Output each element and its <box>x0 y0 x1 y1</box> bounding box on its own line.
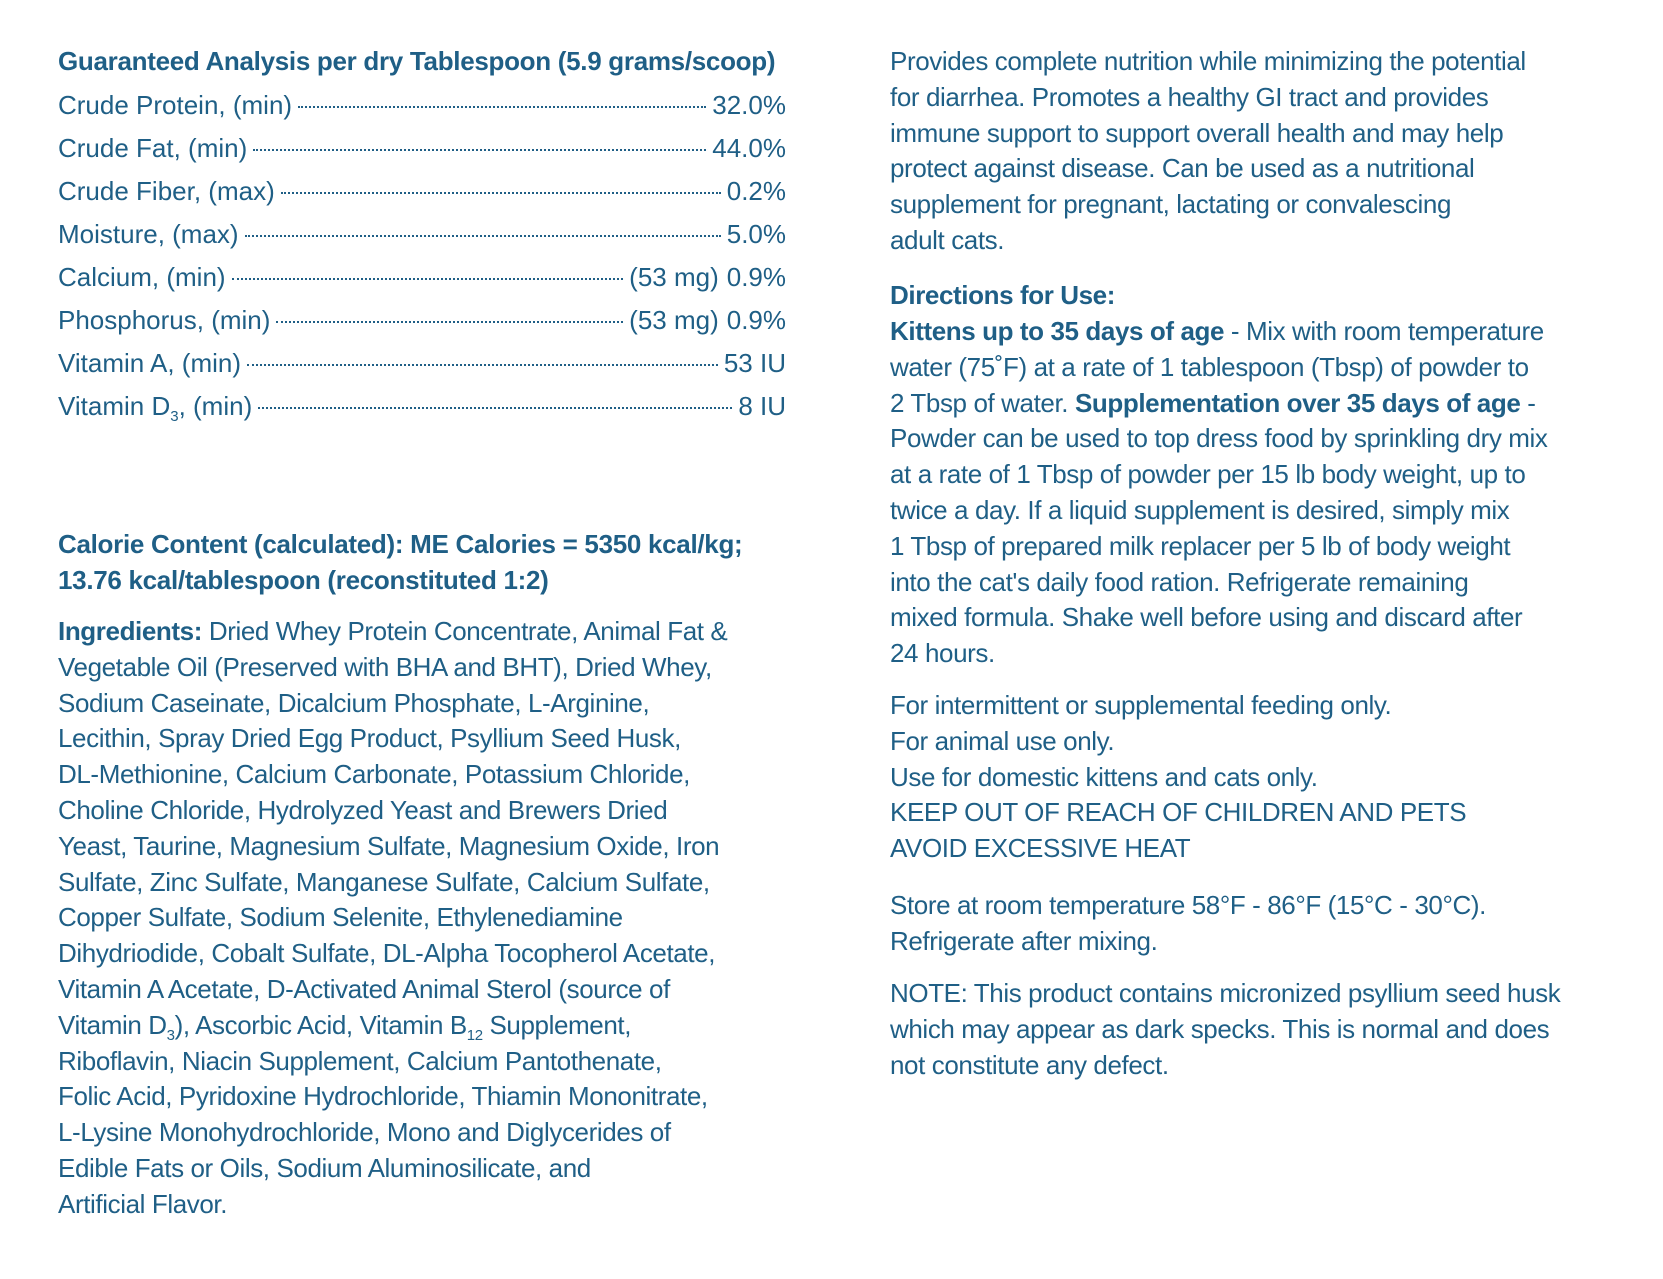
ingredients-label: Ingredients: <box>58 616 202 646</box>
analysis-name: Crude Fat, (min) <box>58 133 248 163</box>
analysis-row <box>58 217 786 260</box>
dot-leader <box>247 364 718 366</box>
product-description: Provides complete nutrition while minimizing the potential for diarrhea. Promotes a healthy GI tract and provides immune support to support overall health and may help protect against disease. Can be used as a nutritional supplement for pregnant, lactating or convalescing adult cats. <box>890 46 1526 255</box>
analysis-row <box>58 346 786 389</box>
analysis-value: 0.9% <box>726 305 786 335</box>
directions-text: Kittens up to 35 days of age - Mix with room temperature water (75˚F) at a rate of 1 tablespoon (Tbsp) of powder to 2 Tbsp of water. Supplementation over 35 days of age - Powder can be used to top dress food by sprinkling dry mix at a rate of 1 Tbsp of powder per 15 lb body weight, up to twice a day. If a liquid supplement is desired, simply mix 1 Tbsp of prepared milk replacer per 5 lb of body weight into the cat's daily food ration. Refrigerate remaining mixed formula. Shake well before using and discard after 24 hours. <box>890 316 1548 669</box>
ingredients-list: Ingredients: Dried Whey Protein Concentrate, Animal Fat & Vegetable Oil (Preserved with BHA and BHT), Dried Whey, Sodium Caseinate, Dicalcium Phosphate, L-Arginine, Lecithin, Spray Dried Egg Product, Psyllium Seed Husk, DL-Methionine, Calcium Carbonate, Potassium Chloride, Choline Chloride, Hydrolyzed Yeast and Brewers Dried Yeast, Taurine, Magnesium Sulfate, Magnesium Oxide, Iron Sulfate, Zinc Sulfate, Manganese Sulfate, Calcium Sulfate, Copper Sulfate, Sodium Selenite, Ethylenediamine Dihydriodide, Cobalt Sulfate, DL-Alpha Tocopherol Acetate, Vitamin A Acetate, D-Activated Animal Sterol (source of Vitamin $D_3$), Ascorbic Acid, Vitamin $B_{12}$ Supplement, Riboflavin, Niacin Supplement, Calcium Pantothenate, Folic Acid, Pyridoxine Hydrochloride, Thiamin Mononitrate, L-Lysine Monohydrochloride, Mono and Diglycerides of Edible Fats or Oils, Sodium Aluminosilicate, and Artificial Flavor. <box>58 616 728 1219</box>
dot-leader <box>276 321 623 323</box>
analysis-value: 5.0% <box>726 219 786 249</box>
analysis-value: 44.0% <box>712 133 786 163</box>
dot-leader <box>232 278 624 280</box>
guaranteed-analysis-title: Guaranteed Analysis per dry Tablespoon (5.9 grams/scoop) <box>58 46 776 76</box>
analysis-value: 8 IU <box>738 391 786 421</box>
analysis-row <box>58 88 786 131</box>
analysis-name: Moisture, (max) <box>58 219 239 249</box>
feeding-notes: For intermittent or supplemental feeding only. For animal use only. Use for domestic kittens and cats only. KEEP OUT OF REACH OF CHILDREN AND PETS AVOID EXCESSIVE HEAT <box>890 690 1467 864</box>
dot-leader <box>281 192 721 194</box>
analysis-row <box>58 389 786 432</box>
dot-leader <box>253 149 706 151</box>
dot-leader <box>245 235 721 237</box>
analysis-value: 32.0% <box>712 90 786 120</box>
analysis-name: Crude Protein, (min) <box>58 90 293 120</box>
analysis-row <box>58 131 786 174</box>
analysis-value: 0.2% <box>726 176 786 206</box>
analysis-amount: (53 mg) <box>629 305 719 335</box>
analysis-name: Vitamin $D_3$, (min) <box>58 391 253 426</box>
analysis-value: 53 IU <box>723 348 786 378</box>
analysis-row <box>58 260 786 303</box>
analysis-value: 0.9% <box>726 262 786 292</box>
product-note: NOTE: This product contains micronized psyllium seed husk which may appear as dark specks. This is normal and does not constitute any defect. <box>890 978 1561 1080</box>
analysis-row <box>58 174 786 217</box>
analysis-name: Calcium, (min) <box>58 262 226 292</box>
analysis-name: Vitamin A, (min) <box>58 348 242 378</box>
dot-leader <box>258 407 732 409</box>
analysis-name: Crude Fiber, (max) <box>58 176 275 206</box>
analysis-name: Phosphorus, (min) <box>58 305 271 335</box>
guaranteed-analysis-table <box>58 88 786 432</box>
calorie-content: Calorie Content (calculated): ME Calories = 5350 kcal/kg; 13.76 kcal/tablespoon (reconstituted 1:2) <box>58 529 743 595</box>
analysis-row <box>58 303 786 346</box>
analysis-amount: (53 mg) <box>629 262 719 292</box>
storage-instructions: Store at room temperature 58°F - 86°F (15°C - 30°C). Refrigerate after mixing. <box>890 890 1486 956</box>
directions-title: Directions for Use: <box>890 280 1116 310</box>
dot-leader <box>298 106 706 108</box>
